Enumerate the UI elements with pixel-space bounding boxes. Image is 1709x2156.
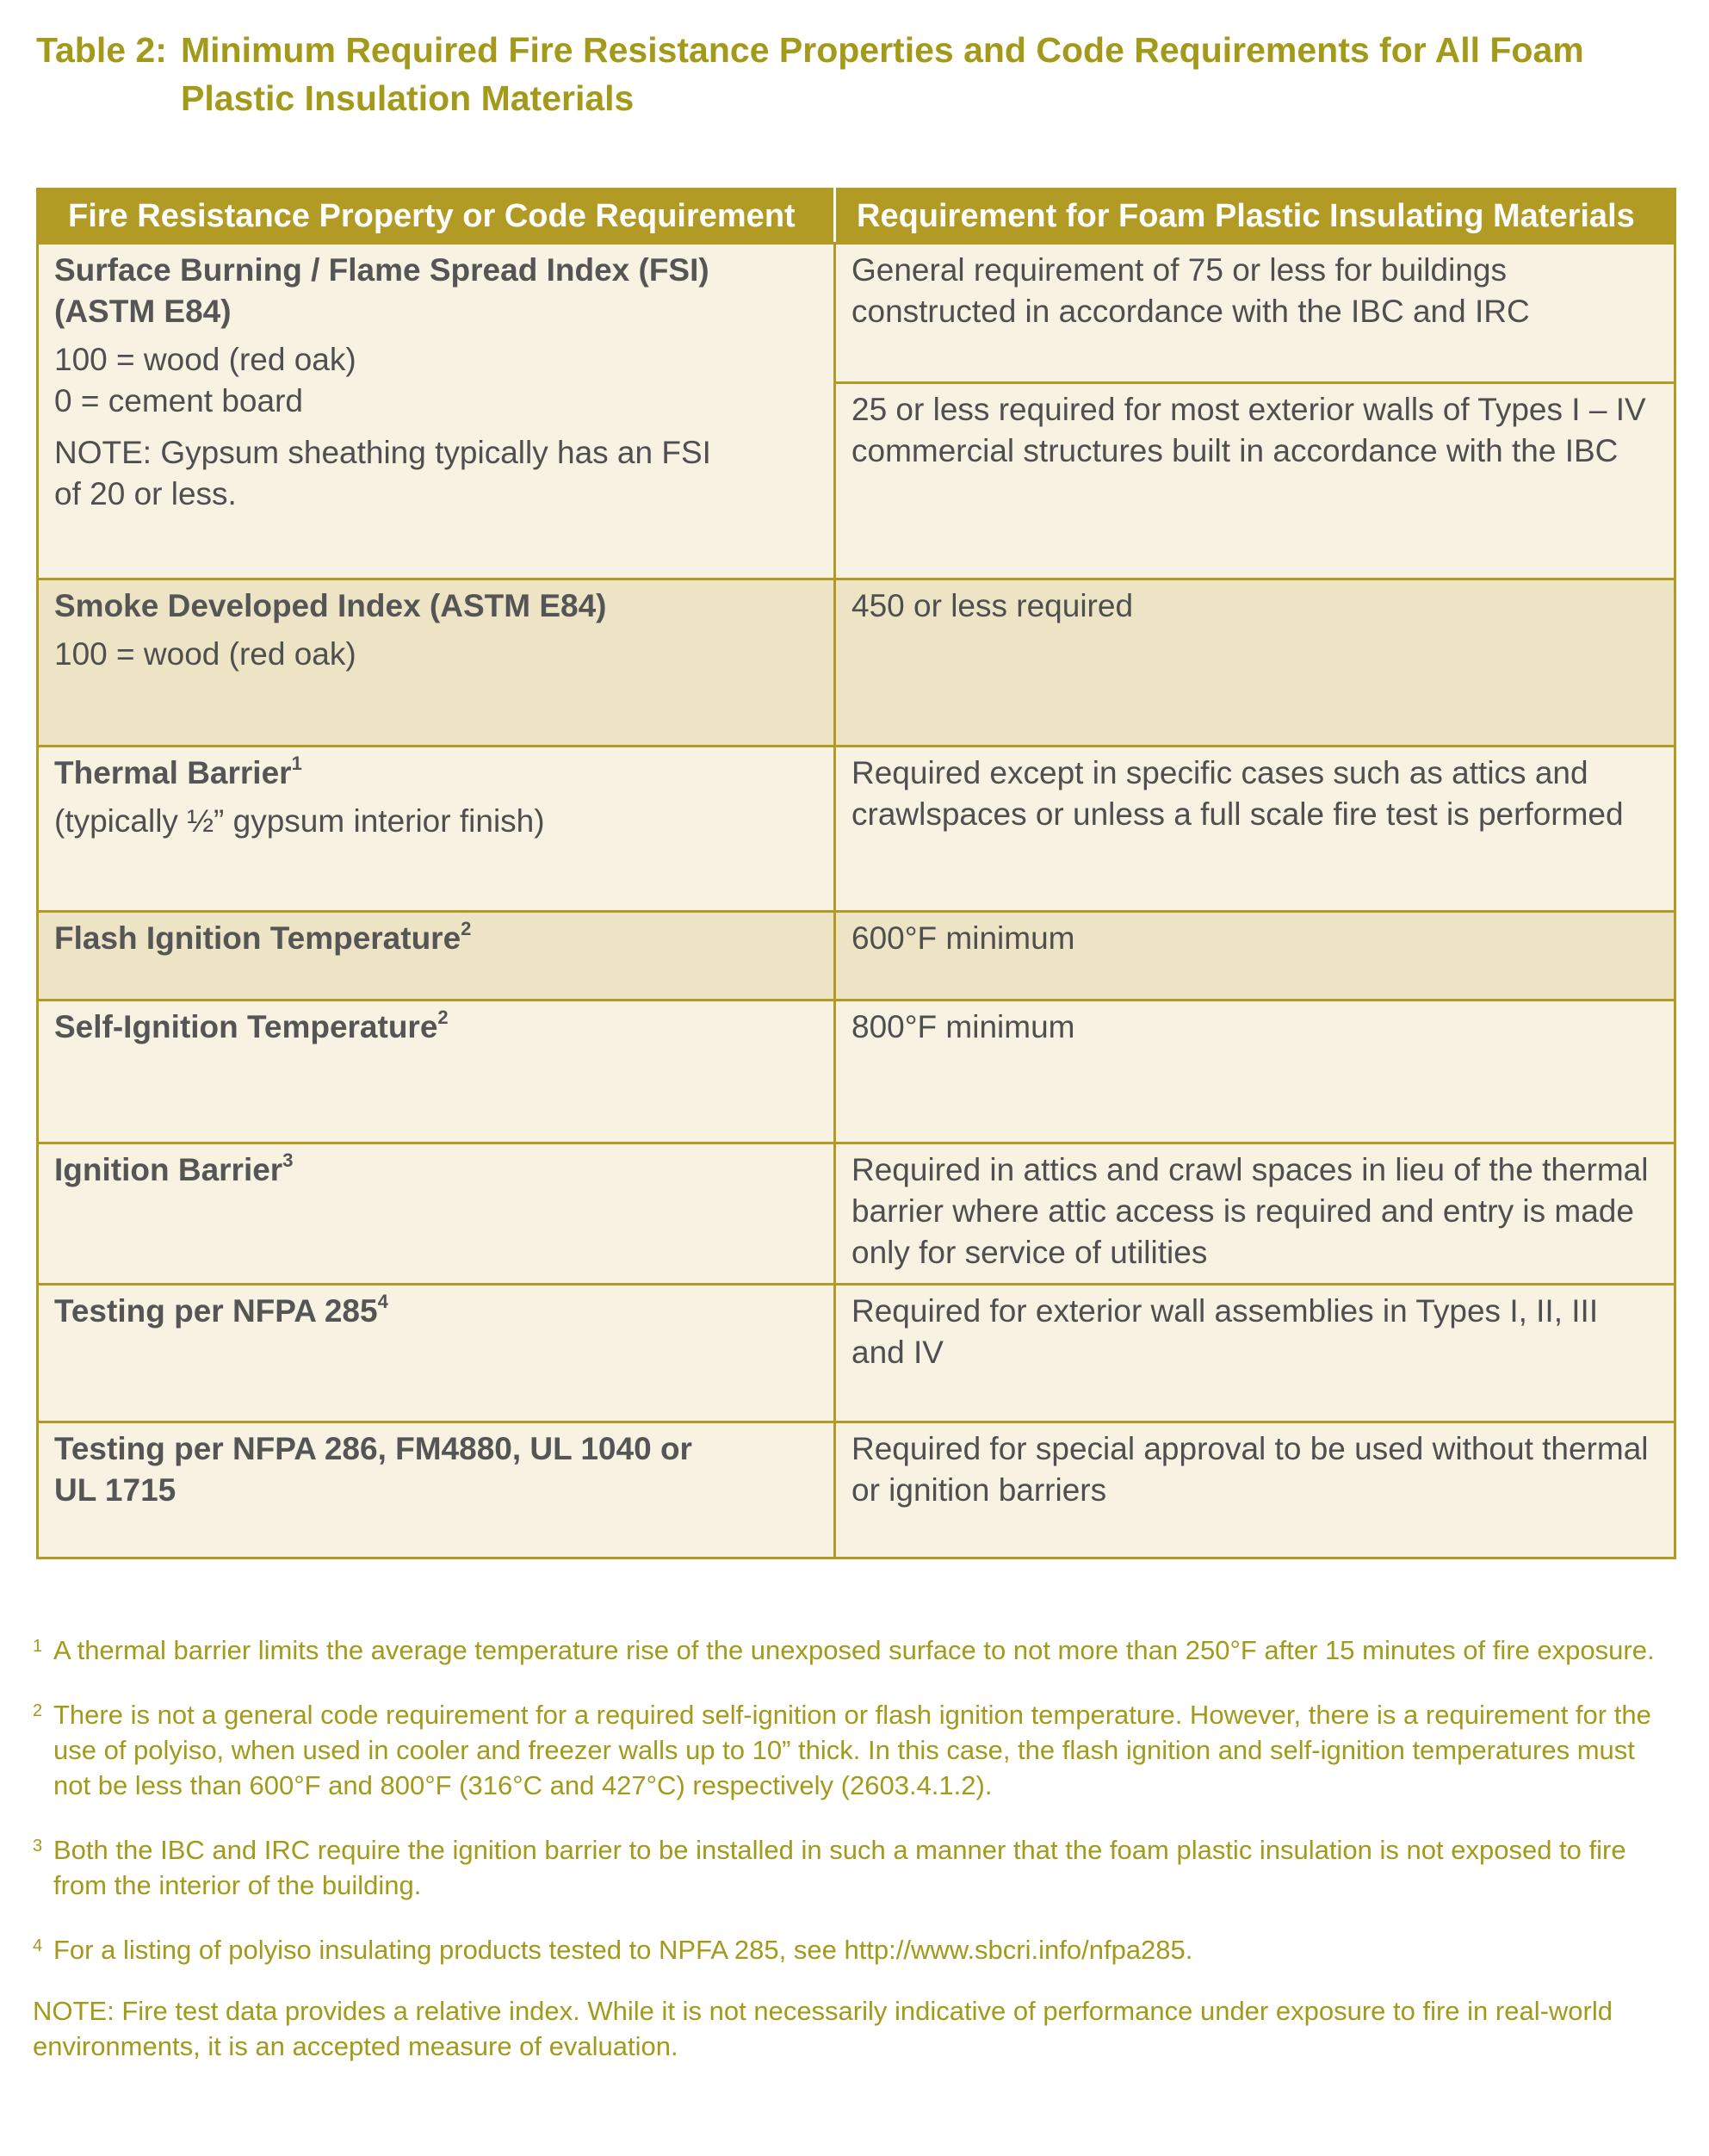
table-caption (36, 26, 1672, 122)
property-detail: (typically ½” gypsum interior finish) (54, 803, 545, 839)
cell-property (38, 1143, 835, 1285)
table-number: Table 2: (36, 30, 167, 70)
property-name: Testing per NFPA 286, FM4880, UL 1040 or UL 1715 (54, 1431, 692, 1508)
cell-requirement: 450 or less required (835, 579, 1675, 747)
table-row (38, 1143, 1675, 1285)
column-header-property: Fire Resistance Property or Code Requirement (38, 189, 835, 244)
footnote-marker: 4 (33, 1936, 43, 1955)
property-name: Ignition Barrier$^3$ (54, 1149, 294, 1187)
footnote-marker: 3 (33, 1837, 43, 1856)
cell-property (38, 912, 835, 1001)
cell-requirement: 800°F minimum (835, 1001, 1675, 1143)
footnote-text: There is not a general code requirement for a required self-ignition or flash ignition temperature. However, there is a requirement for the use of polyiso, when used in cooler and freezer walls up to 10” thick. In this case, the flash ignition and self-ignition temperatures must not be less than 600°F and 800°F (316°C and 427°C) respectively (2603.4.1.2). (53, 1700, 1651, 1800)
property-name: Thermal Barrier$^1$ (54, 753, 302, 790)
table-row (38, 579, 1675, 747)
table-row (38, 912, 1675, 1001)
cell-requirement: 25 or less required for most exterior walls of Types I – IV commercial structures built in accordance with the IBC (835, 383, 1675, 579)
table-row (38, 747, 1675, 912)
footnote-1 (33, 1632, 1669, 1668)
footnote-ref: 4 (377, 1291, 388, 1312)
footnote-ref: 1 (291, 753, 302, 774)
footnote-4 (33, 1932, 1669, 1967)
property-name: Flash Ignition Temperature$^2$ (54, 918, 472, 956)
footnote-text: For a listing of polyiso insulating products tested to NPFA 285, see http://www.sbcri.info/nfpa285. (53, 1935, 1193, 1965)
footnote-ref: 2 (461, 918, 472, 939)
fire-resistance-table (36, 188, 1676, 1559)
cell-property (38, 1422, 835, 1558)
cell-requirement: General requirement of 75 or less for buildings constructed in accordance with the IBC and IRC (835, 244, 1675, 383)
property-note: NOTE: Gypsum sheathing typically has an FSI of 20 or less. (54, 435, 711, 511)
table-row (38, 1285, 1675, 1422)
table-row (38, 1422, 1675, 1558)
table-row (38, 1001, 1675, 1143)
property-detail: 0 = cement board (54, 383, 303, 418)
property-name: Smoke Developed Index (ASTM E84) (54, 588, 607, 623)
cell-property (38, 1285, 835, 1422)
footnote-2 (33, 1697, 1669, 1803)
footnote-marker: 1 (33, 1637, 43, 1656)
cell-requirement: Required for exterior wall assemblies in Types I, II, III and IV (835, 1285, 1675, 1422)
footnote-ref: 2 (437, 1007, 449, 1028)
table-row (38, 244, 1675, 383)
cell-property (38, 747, 835, 912)
footnote-ref: 3 (282, 1149, 294, 1171)
cell-property (38, 579, 835, 747)
table-title: Minimum Required Fire Resistance Properties and Code Requirements for All Foam Plastic Insulation Materials (181, 30, 1584, 118)
table-header-row (38, 189, 1675, 244)
footnote-3 (33, 1832, 1669, 1903)
cell-requirement: 600°F minimum (835, 912, 1675, 1001)
footnotes (33, 1632, 1669, 2064)
cell-requirement: Required in attics and crawl spaces in lieu of the thermal barrier where attic access is required and entry is made only for service of utilities (835, 1143, 1675, 1285)
property-name: Self-Ignition Temperature$^2$ (54, 1007, 449, 1044)
closing-note: NOTE: Fire test data provides a relative index. While it is not necessarily indicative of performance under exposure to fire in real-world environments, it is an accepted measure of evaluation. (33, 1996, 1613, 2061)
property-detail: 100 = wood (red oak) (54, 342, 356, 377)
property-detail: 100 = wood (red oak) (54, 636, 356, 672)
footnote-marker: 2 (33, 1701, 43, 1720)
column-header-requirement: Requirement for Foam Plastic Insulating Materials (835, 189, 1675, 244)
property-name: Testing per NFPA $285^4$ (54, 1291, 388, 1329)
footnote-text: Both the IBC and IRC require the ignition barrier to be installed in such a manner that the foam plastic insulation is not exposed to fire from the interior of the building. (53, 1835, 1626, 1900)
cell-property (38, 1001, 835, 1143)
footnote-text: A thermal barrier limits the average temperature rise of the unexposed surface to not more than 250°F after 15 minutes of fire exposure. (53, 1635, 1655, 1665)
cell-requirement: Required for special approval to be used without thermal or ignition barriers (835, 1422, 1675, 1558)
property-name: Surface Burning / Flame Spread Index (FSI) (ASTM E84) (54, 252, 709, 329)
cell-requirement: Required except in specific cases such as attics and crawlspaces or unless a full scale fire test is performed (835, 747, 1675, 912)
cell-fsi-property (38, 244, 835, 579)
